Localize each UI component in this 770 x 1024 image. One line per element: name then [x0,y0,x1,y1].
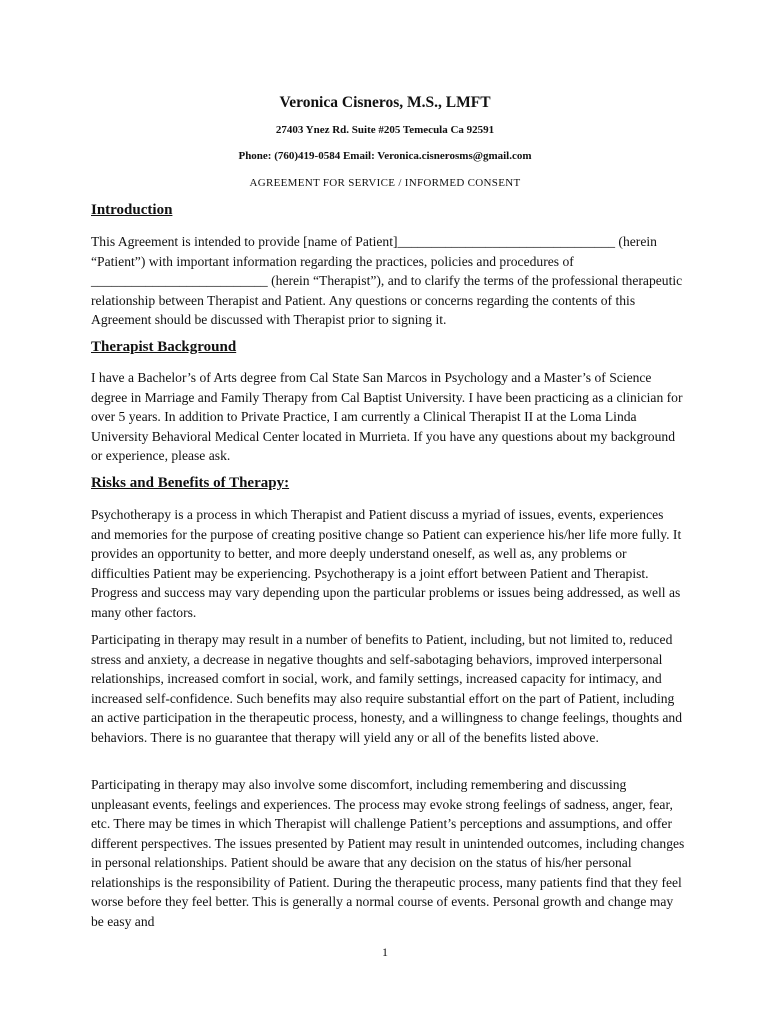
page-number: 1 [382,945,388,959]
risks-paragraph-1: Psychotherapy is a process in which Therapist and Patient discuss a myriad of issues, events, experiences and memories for the purpose of creating positive change so Patient can experience his/her life more fully. It provides an opportunity to better, and more deeply understand oneself, as well as, any problems or difficulties Patient may be experiencing. Psychotherapy is a joint effort between Patient and Therapist. Progress and success may vary depending upon the particular problems or issues being addressed, as well as many other factors. [91,507,682,620]
office-address: 27403 Ynez Rd. Suite #205 Temecula Ca 92591 [275,124,495,136]
background-heading: Therapist Background [91,339,237,355]
introduction-paragraph: This Agreement is intended to provide [name of Patient]________________________________ (herein “Patient”) with important information regarding the practices, policies and procedures of __________________________ (herein “Therapist”), and to clarify the terms of the professional therapeutic relationship between Therapist and Patient. Any questions or concerns regarding the contents of this Agreement should be discussed with Therapist prior to signing it. [91,234,683,327]
contact-info: Phone: (760)419-0584 Email: Veronica.cisnerosms@gmail.com [238,150,532,162]
background-paragraph: I have a Bachelor’s of Arts degree from Cal State San Marcos in Psychology and a Master’s of Science degree in Marriage and Family Therapy from Cal Baptist University. I have been practicing as a clinician for over 5 years. In addition to Private Practice, I am currently a Clinical Therapist II at the Loma Linda University Behavioral Medical Center located in Murrieta. If you have any questions about my background or experience, please ask. [91,370,683,463]
introduction-heading: Introduction [91,202,173,218]
document-title: AGREEMENT FOR SERVICE / INFORMED CONSENT [249,177,521,189]
risks-paragraph-3: Participating in therapy may also involve some discomfort, including remembering and discussing unpleasant events, feelings and experiences. The process may evoke strong feelings of sadness, anger, fear, etc. There may be times in which Therapist will challenge Patient’s perceptions and assumptions, and offer different perspectives. The issues presented by Patient may result in unintended outcomes, including changes in personal relationships. Patient should be aware that any decision on the status of his/her personal relationships is the responsibility of Patient. During the therapeutic process, many patients find that they feel worse before they feel better. This is generally a normal course of events. Personal growth and change may be easy and [91,777,685,929]
practitioner-name: Veronica Cisneros, M.S., LMFT [279,94,491,111]
risks-heading: Risks and Benefits of Therapy: [91,475,290,491]
risks-paragraph-2: Participating in therapy may result in a number of benefits to Patient, including, but not limited to, reduced stress and anxiety, a decrease in negative thoughts and self-sabotaging behaviors, improved interpersonal relationships, increased comfort in social, work, and family settings, increased capacity for intimacy, and increased self-confidence. Such benefits may also require substantial effort on the part of Patient, including an active participation in the therapeutic process, honesty, and a willingness to change feelings, thoughts and behaviors. There is no guarantee that therapy will yield any or all of the benefits listed above. [91,632,683,745]
